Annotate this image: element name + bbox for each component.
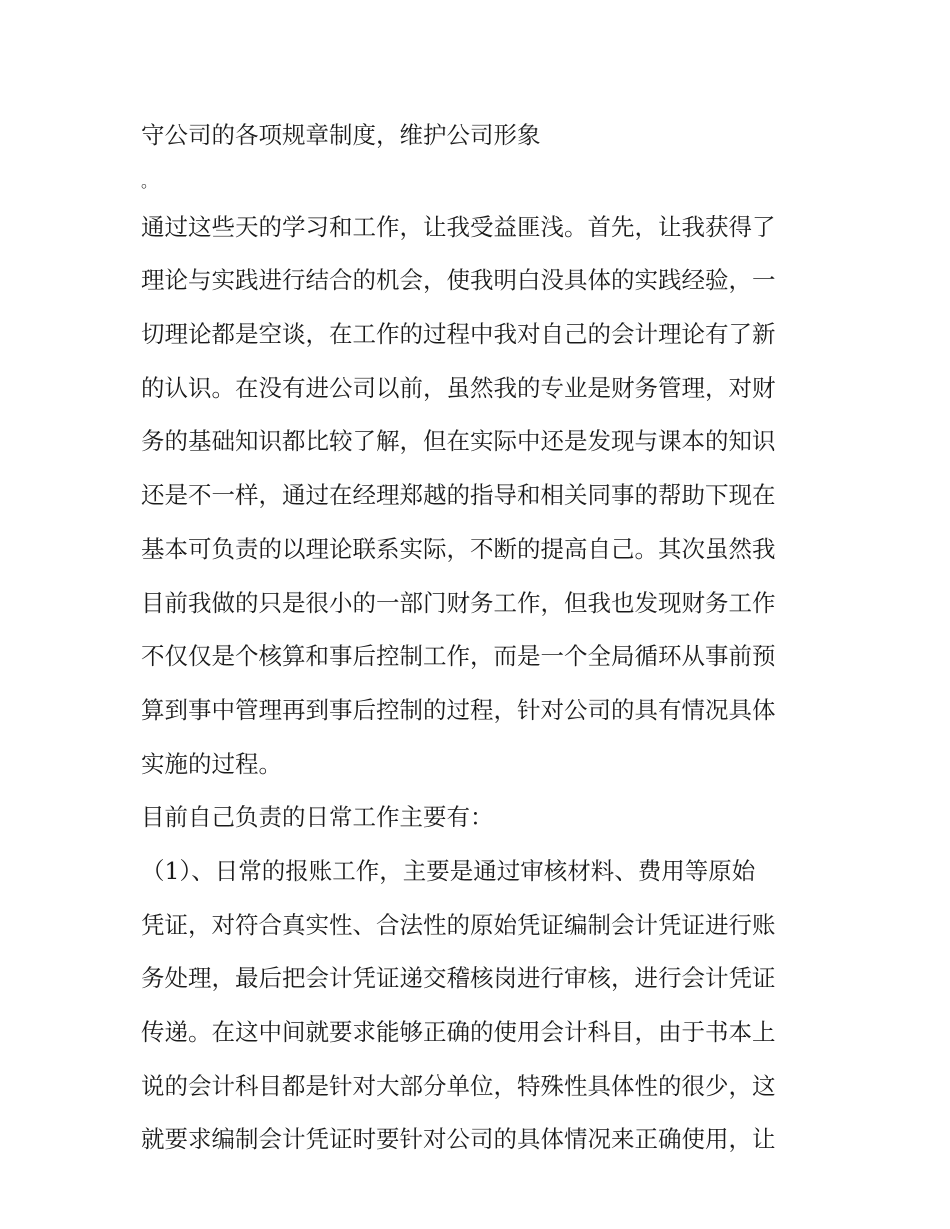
text-line: 务的基础知识都比较了解，但在实际中还是发现与课本的知识 bbox=[141, 427, 776, 456]
text-line: 基本可负责的以理论联系实际，不断的提高自己。其次虽然我 bbox=[141, 534, 776, 563]
text-line: 通过这些天的学习和工作，让我受益匪浅。首先，让我获得了 bbox=[141, 212, 776, 241]
body-text bbox=[141, 109, 821, 1167]
text-line: 不仅仅是个核算和事后控制工作，而是一个全局循环从事前预 bbox=[141, 642, 776, 671]
text-line: 理论与实践进行结合的机会，使我明白没具体的实践经验，一 bbox=[141, 266, 776, 295]
text-line: 就要求编制会计凭证时要针对公司的具体情况来正确使用，让 bbox=[141, 1125, 776, 1154]
text-line: 目前我做的只是很小的一部门财务工作，但我也发现财务工作 bbox=[141, 588, 776, 617]
text-line: 算到事中管理再到事后控制的过程，针对公司的具有情况具体 bbox=[141, 695, 776, 724]
text-line: 守公司的各项规章制度，维护公司形象 bbox=[141, 121, 541, 149]
text-line: 的认识。在没有进公司以前，虽然我的专业是财务管理，对财 bbox=[141, 373, 776, 402]
text-line: 。 bbox=[141, 171, 158, 191]
text-line: 说的会计科目都是针对大部分单位，特殊性具体性的很少，这 bbox=[141, 1071, 776, 1100]
text-line: 凭证，对符合真实性、合法性的原始凭证编制会计凭证进行账 bbox=[141, 910, 776, 939]
text-line: 目前自己负责的日常工作主要有： bbox=[141, 803, 494, 832]
text-line: 还是不一样，通过在经理郑越的指导和相关同事的帮助下现在 bbox=[141, 481, 776, 510]
text-line: 切理论都是空谈，在工作的过程中我对自己的会计理论有了新 bbox=[141, 320, 776, 349]
text-line: 实施的过程。 bbox=[141, 749, 282, 778]
text-line: （1）、日常的报账工作，主要是通过审核材料、费用等原始 bbox=[141, 856, 756, 885]
text-line: 务处理，最后把会计凭证递交稽核岗进行审核，进行会计凭证 bbox=[141, 964, 776, 993]
text-line: 传递。在这中间就要求能够正确的使用会计科目，由于书本上 bbox=[141, 1018, 776, 1046]
